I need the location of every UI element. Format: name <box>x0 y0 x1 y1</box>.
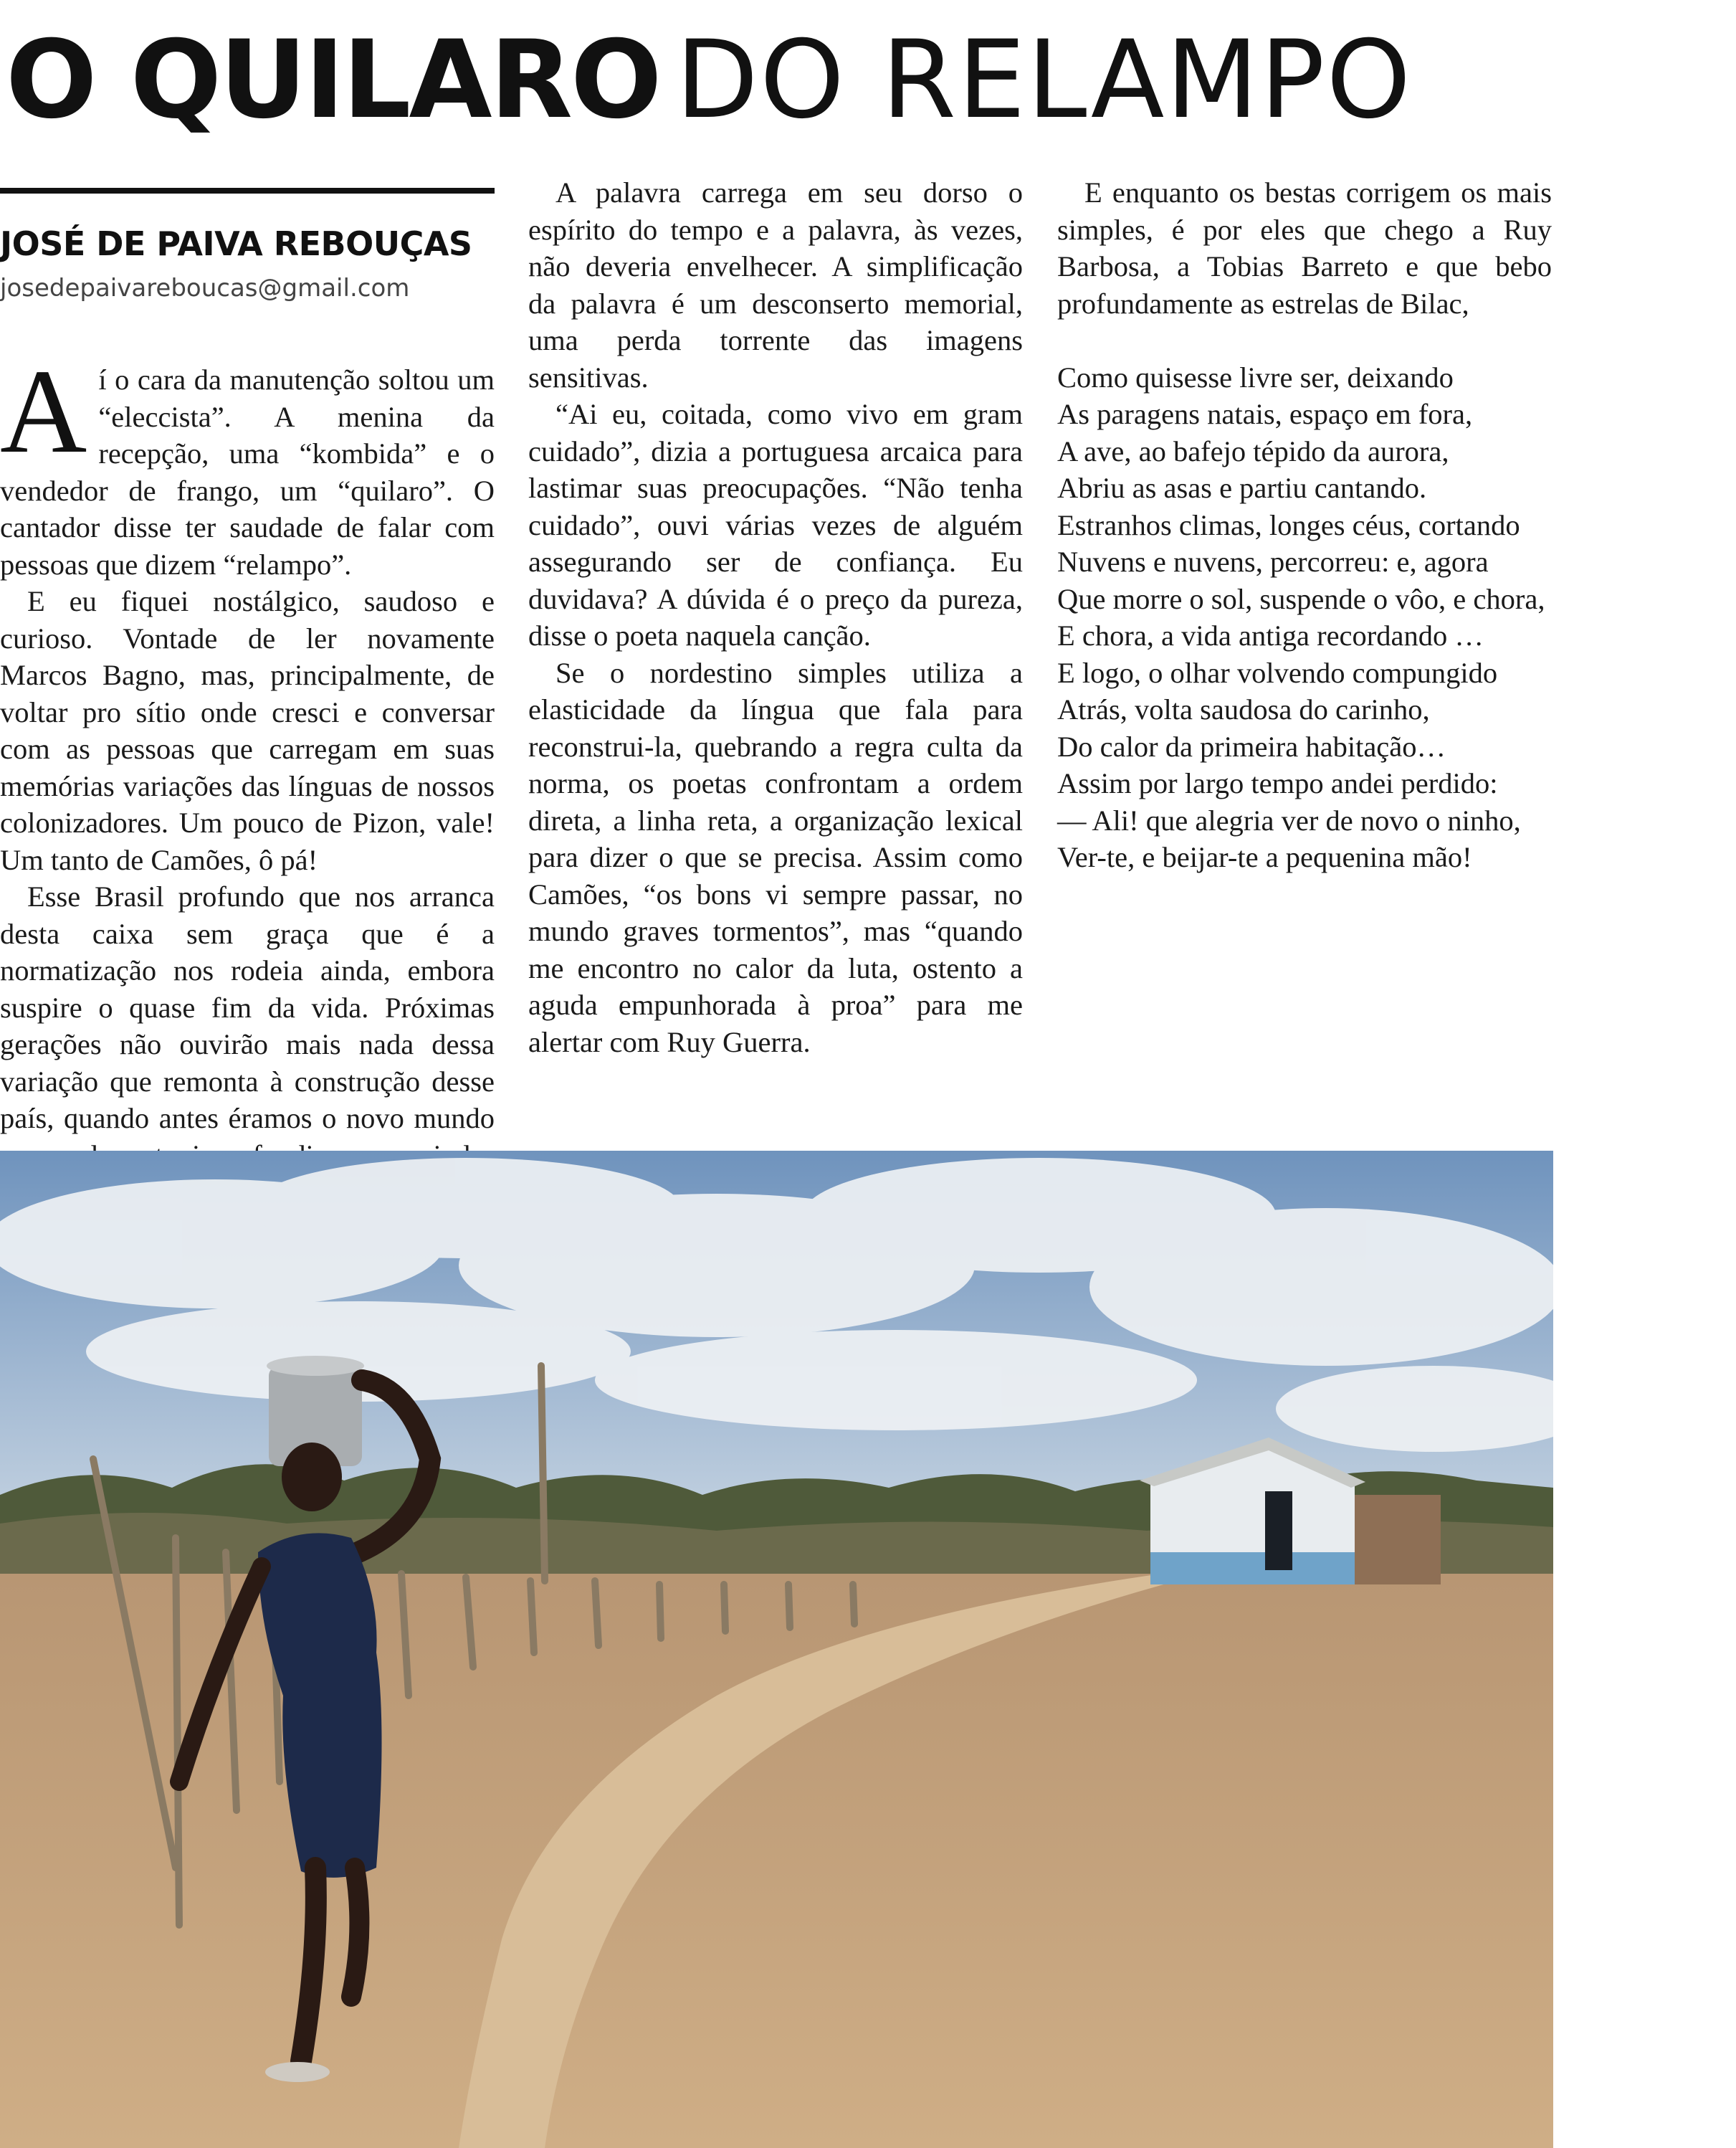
poem-line: Do calor da primeira habitação… <box>1057 730 1446 763</box>
byline-rule <box>0 188 495 194</box>
column-3 <box>1057 174 1552 876</box>
column-1 <box>0 345 495 1285</box>
poem-line: Estranhos climas, longes céus, cortando <box>1057 508 1520 541</box>
poem <box>1057 359 1552 876</box>
poem-line: Assim por largo tempo andei perdido: <box>1057 767 1498 799</box>
poem-line: E chora, a vida antiga recordando … <box>1057 619 1484 652</box>
paragraph-7: E enquanto os bestas corrigem os mais simples, é por eles que chego a Ruy Barbosa, a Tobias Barreto e que bebo profundamente as estrelas de Bilac, <box>1057 176 1552 320</box>
poem-line: Atrás, volta saudosa do carinho, <box>1057 693 1430 726</box>
headline-bold: O QUILARO <box>6 18 660 143</box>
paragraph-4: A palavra carrega em seu dorso o espírito do tempo e a palavra, às vezes, não deveria envelhecer. A simplificação da palavra é um desconserto memorial, uma perda torrente das imagens sensitivas. <box>528 176 1023 394</box>
paragraph-6: Se o nordestino simples utiliza a elasticidade da língua que fala para reconstrui-la, quebrando a regra culta da norma, os poetas confrontam a ordem direta, a linha reta, a organização lexical para dizer o que se precisa. Assim como Camões, “os bons vi sempre passar, no mundo graves tormentos”, mas “quando me encontro no calor da luta, ostento a aguda empunhorada à proa” para me alertar com Ruy Guerra. <box>528 656 1023 1058</box>
paragraph-1-text: í o cara da manutenção soltou um “eleccista”. A menina da recepção, uma “kombida” e o vendedor de frango, um “quilaro”. O cantador disse ter saudade de falar com pessoas que dizem “relampo”. <box>0 363 495 581</box>
author-name: JOSÉ DE PAIVA REBOUÇAS <box>0 224 472 263</box>
poem-line: Que morre o sol, suspende o vôo, e chora, <box>1057 582 1545 615</box>
poem-line: Nuvens e nuvens, percorreu: e, agora <box>1057 546 1489 578</box>
poem-line: — Ali! que alegria ver de novo o ninho, <box>1057 804 1521 837</box>
headline <box>6 16 1412 145</box>
drop-cap: A <box>0 345 87 478</box>
paragraph-1 <box>0 345 495 583</box>
column-2 <box>528 174 1023 1060</box>
poem-line: Como quisesse livre ser, deixando <box>1057 361 1454 394</box>
poem-line: Abriu as asas e partiu cantando. <box>1057 472 1427 504</box>
paragraph-2: E eu fiquei nostálgico, saudoso e curioso. Vontade de ler novamente Marcos Bagno, mas, principalmente, de voltar pro sítio onde cresci e conversar com as pessoas que carregam em suas memórias variações das línguas de nossos colonizadores. Um pouco de Pizon, vale! Um tanto de Camões, ô pá! <box>0 585 495 876</box>
paragraph-3: Esse Brasil profundo que nos arranca desta caixa sem graça que é a normatização nos rodeia ainda, embora suspire o quase fim da vida. Próximas gerações não ouvirão mais nada dessa variação que remonta à construção desse país, quando antes éramos o novo mundo <box>0 880 495 1134</box>
poem-line: Ver-te, e beijar-te a pequenina mão! <box>1057 841 1472 873</box>
paragraph-5: “Ai eu, coitada, como vivo em gram cuidado”, dizia a portuguesa arcaica para lastimar suas preocupações. “Não tenha cuidado”, ouvi várias vezes de alguém assegurando ser de confiança. Eu duvidava? A dúvida é o preço da pureza, disse o poeta naquela canção. <box>528 398 1023 652</box>
poem-spacer <box>1057 322 1552 359</box>
article-photo <box>0 1151 1553 2148</box>
author-email: josedepaivareboucas@gmail.com <box>0 274 410 303</box>
poem-line: A ave, ao bafejo tépido da aurora, <box>1057 434 1449 467</box>
photo-illustration <box>0 1151 1553 2148</box>
poem-line: E logo, o olhar volvendo compungido <box>1057 656 1498 689</box>
headline-light: DO RELAMPO <box>675 18 1413 143</box>
poem-line: As paragens natais, espaço em fora, <box>1057 398 1473 430</box>
